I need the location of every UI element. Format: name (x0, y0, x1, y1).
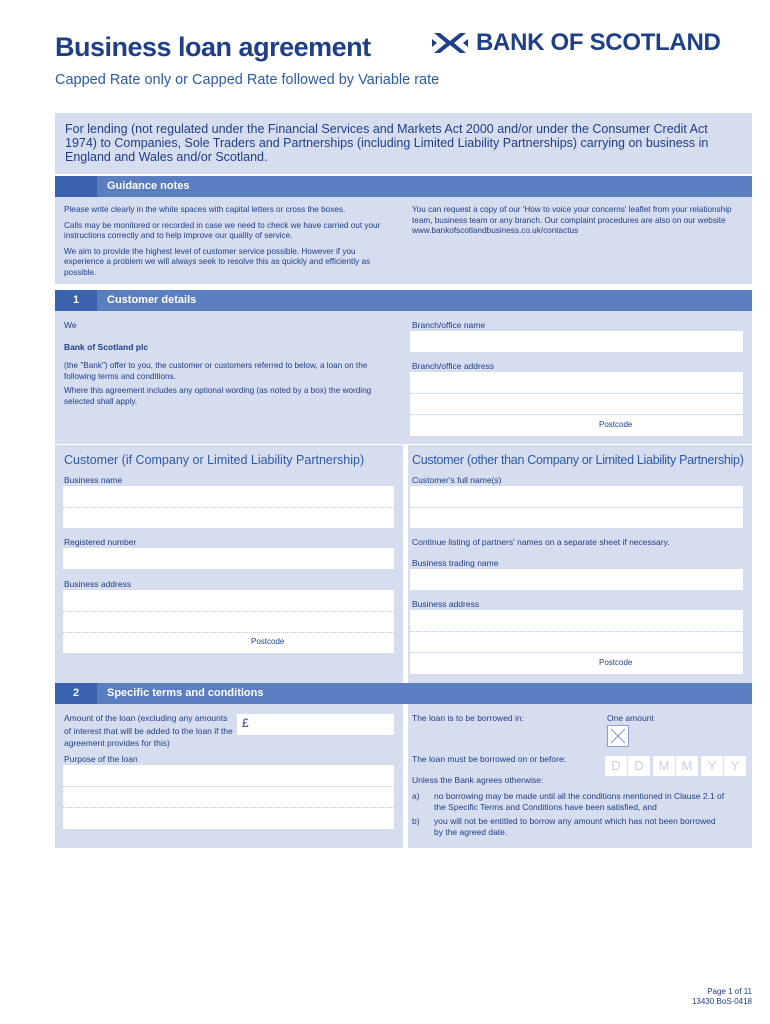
one-amount-label: One amount (607, 713, 654, 723)
intro-panel (55, 113, 752, 174)
section1-header (55, 290, 752, 311)
company-heading: Customer (if Company or Limited Liability Partnership) (64, 453, 365, 467)
purpose-field[interactable] (63, 765, 394, 829)
brand-name: BANK OF SCOTLAND (476, 29, 721, 56)
section2-number: 2 (55, 683, 97, 704)
intro-text: For lending (not regulated under the Financial Services and Markets Act 2000 and/or under the Consumer Credit Act 1974) to Companies, Sole Traders and Partnerships (including Limited Liability Partnerships) carrying on business in England and Wales and/or Scotland. (65, 122, 709, 164)
page-number: Page 1 of 11 (707, 987, 752, 996)
trading-name-label: Business trading name (412, 558, 499, 568)
section1-number: 1 (55, 290, 97, 311)
business-name-field[interactable] (63, 486, 394, 528)
business-address-right-label: Business address (412, 599, 480, 609)
guidance-note: We aim to provide the highest level of customer service possible. However if you experience a problem we will always seek to resolve this as quickly and efficiently as possible. (64, 246, 371, 277)
amount-field[interactable] (237, 714, 394, 735)
guidance-num-block (55, 176, 97, 197)
date-box-year[interactable]: Y (701, 756, 723, 776)
branch-name-label: Branch/office name (412, 320, 486, 330)
date-box-month[interactable]: M (676, 756, 698, 776)
form-code: 13430 BoS-0418 (691, 997, 752, 1006)
section2-header (55, 683, 752, 704)
full-names-label: Customer's full name(s) (412, 475, 502, 485)
purpose-label: Purpose of the loan (64, 754, 138, 764)
item-a-mark: a) (412, 791, 420, 801)
guidance-note: Calls may be monitored or recorded in case we need to check we have carried out your instructions correctly and to help improve our quality of service. (64, 220, 381, 240)
section2-divider (403, 704, 408, 848)
one-amount-checkbox[interactable] (607, 725, 629, 747)
cross-mark-icon (608, 726, 628, 746)
date-box-day[interactable]: D (628, 756, 650, 776)
guidance-note: Please write clearly in the white spaces with capital letters or cross the boxes. (64, 205, 346, 214)
guidance-header (55, 176, 752, 197)
business-name-label: Business name (64, 475, 123, 485)
row-divider (55, 444, 752, 445)
borrowed-in-label: The loan is to be borrowed in: (412, 713, 524, 723)
business-address-label: Business address (64, 579, 132, 589)
partners-note: Continue listing of partners' names on a separate sheet if necessary. (412, 537, 670, 547)
item-a-text: no borrowing may be made until all the conditions mentioned in Clause 2.1 of the Specific Terms and Conditions have been satisfied, and (434, 791, 725, 812)
section1-title: Customer details (107, 294, 197, 306)
bank-name: Bank of Scotland plc (64, 342, 149, 352)
unless-label: Unless the Bank agrees otherwise: (412, 775, 544, 785)
bank-logo (432, 28, 721, 58)
full-names-field[interactable] (410, 486, 743, 528)
registered-number-field[interactable] (63, 548, 394, 569)
item-b-mark: b) (412, 816, 420, 826)
guidance-title: Guidance notes (107, 180, 190, 192)
date-box-day[interactable]: D (605, 756, 627, 776)
we-label: We (64, 320, 77, 330)
page-title: Business loan agreement (55, 32, 371, 62)
item-b-text: you will not be entitled to borrow any amount which has not been borrowed by the agreed date. (434, 816, 716, 837)
business-address-right-field[interactable] (410, 610, 743, 674)
guidance-left (64, 205, 394, 278)
branch-postcode-label: Postcode (599, 420, 633, 429)
optional-wording-text: Where this agreement includes any optional wording (as noted by a box) the wording selected shall apply. (64, 386, 372, 406)
registered-number-label: Registered number (64, 537, 137, 547)
column-divider (403, 444, 408, 683)
currency-symbol: £ (242, 716, 249, 730)
trading-name-field[interactable] (410, 569, 743, 590)
guidance-right: You can request a copy of our 'How to voice your concerns' leaflet from your relationship team, business team or any branch. Our complaint procedures are also on our website www.bankofscotlandbusiness.co.uk/contactus (412, 205, 732, 235)
business-postcode-right-label: Postcode (599, 658, 633, 667)
date-box-year[interactable]: Y (724, 756, 746, 776)
branch-address-label: Branch/office address (412, 361, 495, 371)
amount-label: Amount of the loan (excluding any amounts of interest that will be added to the loan if the agreement provides for this) (64, 713, 233, 748)
business-postcode-label: Postcode (251, 637, 285, 646)
other-customer-heading: Customer (other than Company or Limited Liability Partnership) (412, 453, 744, 467)
branch-address-field[interactable] (410, 372, 743, 436)
borrowed-before-label: The loan must be borrowed on or before: (412, 754, 567, 764)
page-subtitle: Capped Rate only or Capped Rate followed by Variable rate (55, 72, 440, 88)
business-address-field[interactable] (63, 590, 394, 653)
saltire-icon (432, 31, 468, 55)
branch-name-field[interactable] (410, 331, 743, 352)
offer-text: (the "Bank") offer to you, the customer or customers referred to below, a loan on the following terms and conditions. (64, 361, 368, 381)
date-box-month[interactable]: M (653, 756, 675, 776)
section2-title: Specific terms and conditions (107, 687, 264, 699)
